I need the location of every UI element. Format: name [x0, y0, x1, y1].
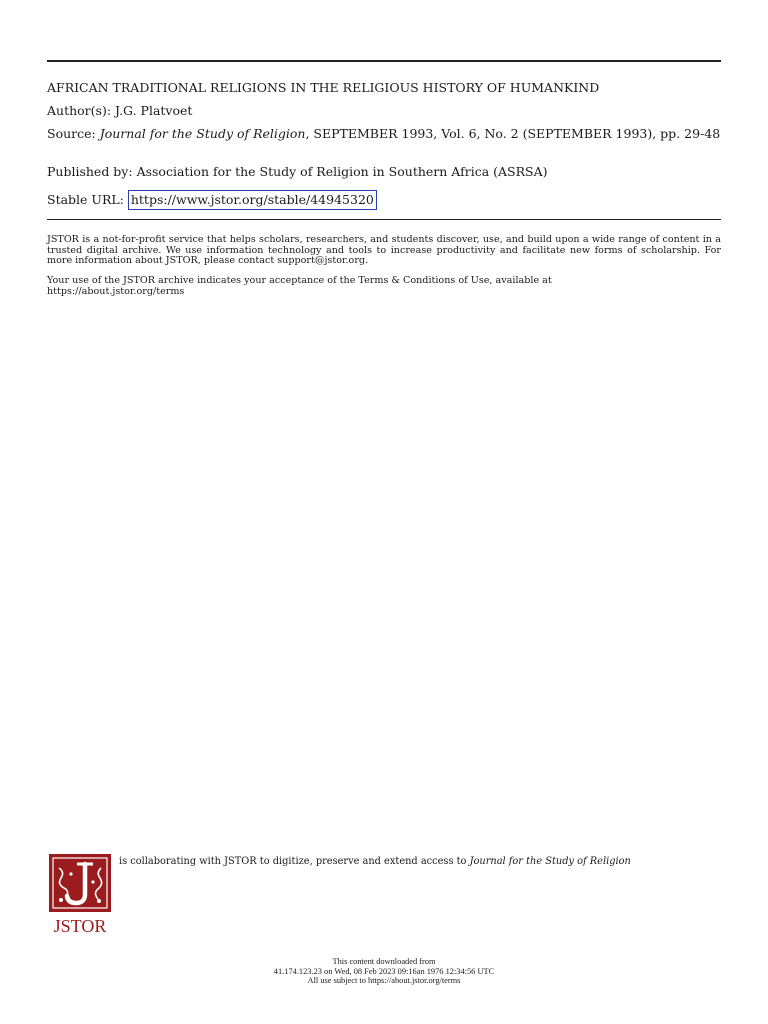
jstor-logo [47, 854, 115, 936]
stable-url-link[interactable]: https://www.jstor.org/stable/44945320 [128, 190, 377, 210]
source-journal: Journal for the Study of Religion [99, 126, 306, 141]
footer-line-1: This content downloaded from [332, 957, 436, 966]
published-line [47, 164, 721, 180]
authors-value: J.G. Platvoet [115, 103, 193, 118]
source-label: Source: [47, 126, 96, 141]
authors-line [47, 103, 721, 119]
terms-text: Your use of the JSTOR archive indicates your acceptance of the Terms & Conditions of Use, available at [47, 275, 552, 286]
top-rule [47, 60, 721, 62]
collaboration-statement [119, 856, 719, 867]
authors-label: Author(s): [47, 103, 112, 118]
stable-url-line [47, 190, 721, 210]
terms-notice [47, 276, 721, 297]
collaboration-text: is collaborating with JSTOR to digitize, preserve and extend access to [119, 856, 467, 867]
download-footer [0, 957, 768, 986]
stable-url-label: Stable URL: [47, 192, 124, 207]
jstor-logo-icon [47, 854, 115, 936]
footer-line-3: All use subject to https://about.jstor.org/terms [307, 976, 461, 986]
jstor-notice: JSTOR is a not-for-profit service that helps scholars, researchers, and students discover, use, and build upon a wide range of content in a trusted digital archive. We use information technology and tools to increase productivity and facilitate new forms of scholarship. For more information about JSTOR, please contact support@jstor.org. [47, 234, 721, 266]
publisher-value: Association for the Study of Religion in Southern Africa (ASRSA) [136, 164, 548, 179]
source-details: , SEPTEMBER 1993, Vol. 6, No. 2 (SEPTEMBER 1993), pp. 29-48 [305, 126, 721, 141]
article-title: AFRICAN TRADITIONAL RELIGIONS IN THE RELIGIOUS HISTORY OF HUMANKIND [47, 80, 600, 95]
published-label: Published by: [47, 164, 133, 179]
collaboration-journal: Journal for the Study of Religion [469, 856, 631, 867]
jstor-wordmark: JSTOR [53, 916, 107, 936]
footer-line-2: 41.174.123.23 on Wed, 08 Feb 2023 09:16an 1976 12:34:56 UTC [273, 966, 495, 976]
terms-link[interactable]: https://about.jstor.org/terms [47, 285, 185, 297]
source-line [47, 126, 721, 142]
divider-rule [47, 219, 721, 220]
